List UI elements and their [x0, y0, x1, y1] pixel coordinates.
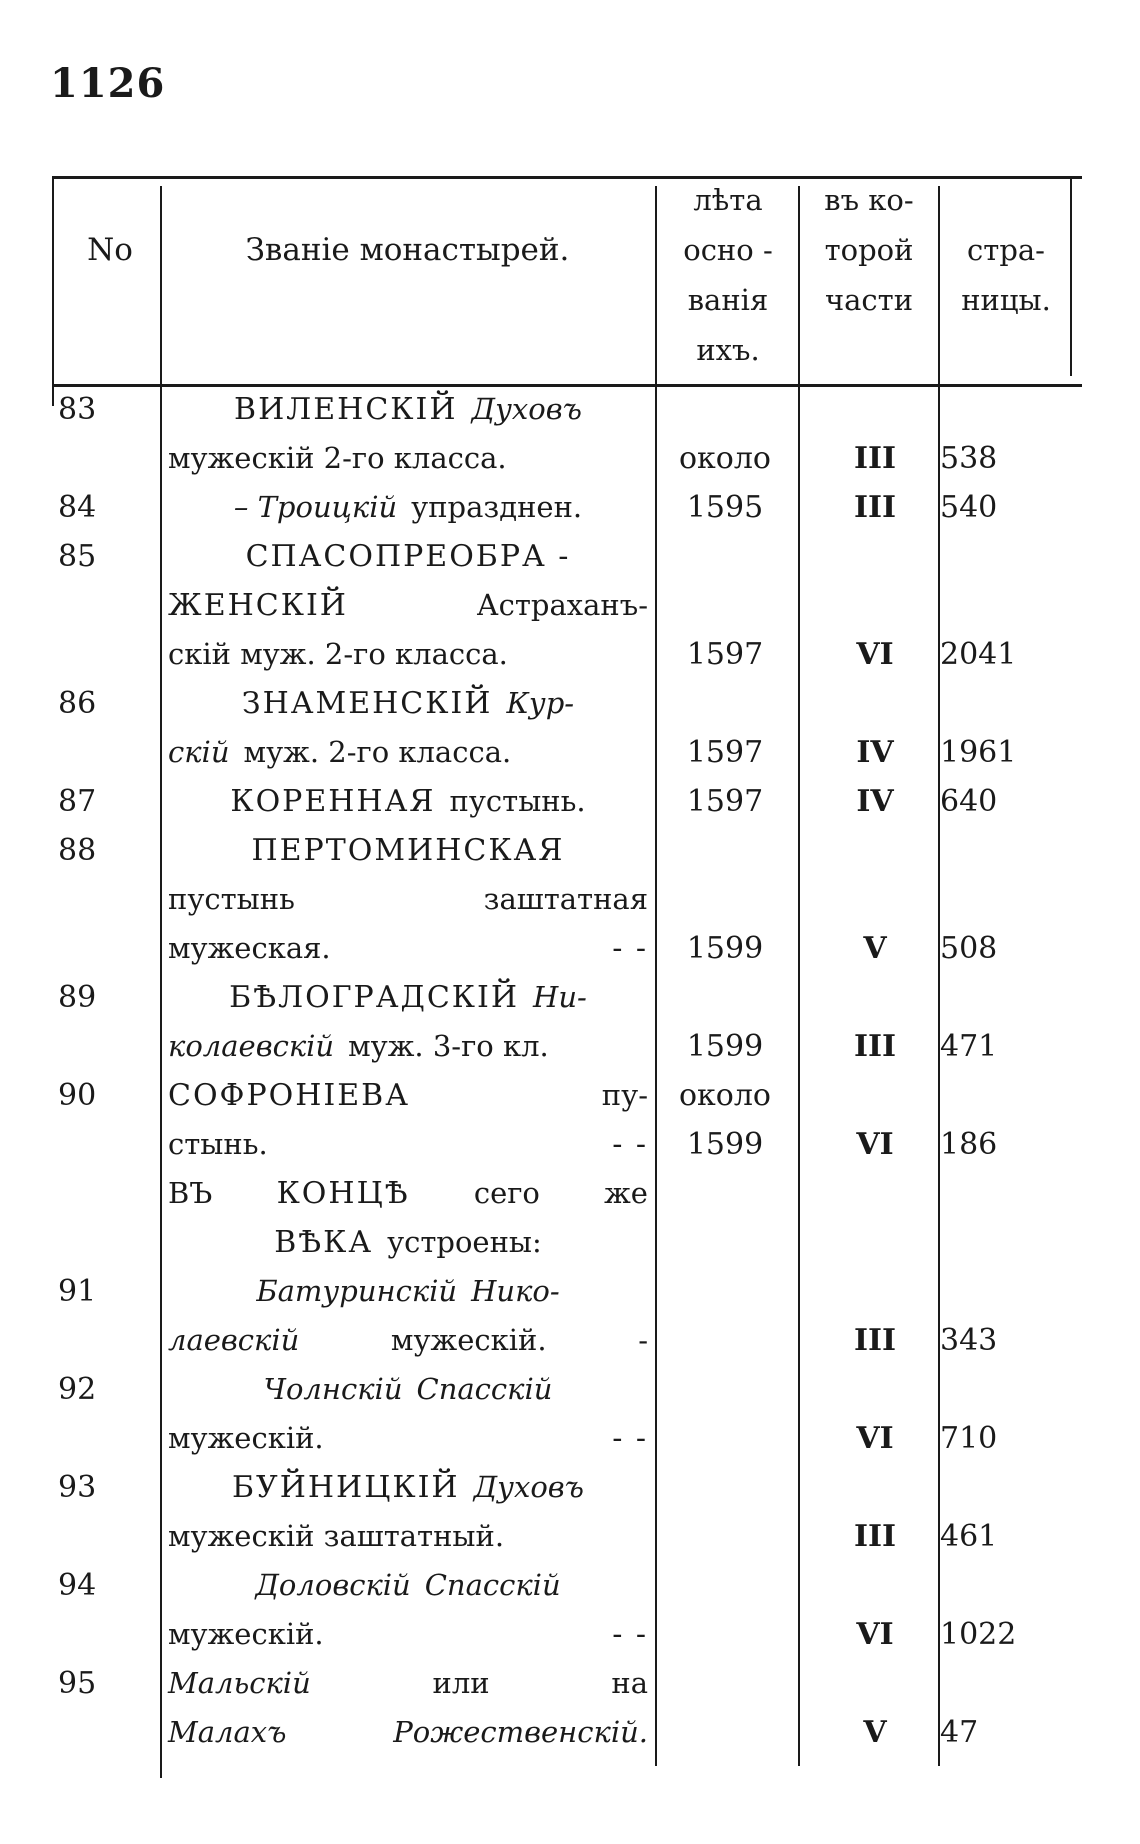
page-cell: 1961 [940, 735, 1017, 770]
header-part: въ ко- торой части [824, 183, 914, 317]
entry-text-part: пустынь. [449, 784, 586, 818]
year-cell: 1599 [686, 1029, 764, 1064]
header-bottom-rule [52, 384, 1082, 387]
entry-text-part: - - [612, 1127, 648, 1162]
entry-text-line [168, 1568, 648, 1602]
part-cell: VI [856, 1421, 894, 1456]
entry-text-part: Кур- [506, 686, 575, 720]
entry-text-line [168, 980, 648, 1015]
page-cell: 538 [940, 441, 998, 476]
row-number: 92 [58, 1372, 97, 1407]
entry-text-part: ВИЛЕНСКІЙ [234, 392, 458, 427]
entry-text-part: - - [612, 1617, 648, 1652]
entry-text-line [168, 1274, 648, 1308]
page-cell: 710 [940, 1421, 998, 1456]
row-number: 83 [58, 392, 97, 427]
entry-text-part: мужескій. [168, 1617, 324, 1651]
entry-text-line [168, 539, 648, 574]
row-number: 93 [58, 1470, 97, 1505]
entry-text-part: КОНЦѢ [276, 1176, 410, 1211]
entry-text-part: - [638, 1323, 648, 1357]
entry-text-part: БУЙНИЦКІЙ [231, 1470, 460, 1505]
year-cell: 1597 [686, 784, 764, 819]
entry-text-part: же [604, 1176, 648, 1210]
entry-text-line [168, 1666, 648, 1700]
entry-text-part: упразднен. [411, 490, 583, 524]
entry-text-part: мужескій. [390, 1323, 547, 1357]
entry-text-part: мужескій заштатный. [168, 1519, 505, 1553]
entry-text-line [168, 1127, 648, 1162]
year-cell: 1597 [686, 637, 764, 672]
row-number: 90 [58, 1078, 97, 1113]
entry-text-part: Малахъ [168, 1715, 287, 1749]
entry-text-line [168, 1372, 648, 1406]
entry-text-part: Духовъ [471, 392, 582, 426]
entry-text-part: муж. 2-го класса. [243, 735, 512, 769]
entry-text-part: КОРЕННАЯ [230, 784, 436, 819]
entry-text-part: Духовъ [473, 1470, 585, 1504]
row-number: 87 [58, 784, 97, 819]
entry-text-part: Батуринскій [256, 1274, 458, 1308]
entry-text-part: - - [612, 1421, 648, 1456]
entry-text-part: СПАСОПРЕОБРА - [245, 539, 571, 574]
entry-text-part: Астраханъ- [476, 588, 648, 622]
row-number: 91 [58, 1274, 97, 1309]
row-number: 84 [58, 490, 97, 525]
entry-text-part: Спасскій [424, 1568, 561, 1602]
entry-text-line [168, 735, 648, 769]
entry-text-line [168, 1421, 648, 1456]
part-cell: V [863, 931, 887, 966]
entry-text-part: ЗНАМЕНСКІЙ [241, 686, 493, 721]
entry-text-part: лаевскій [168, 1323, 300, 1357]
page-cell: 47 [940, 1715, 979, 1750]
entry-text-line [168, 490, 648, 524]
entry-text-part: Нико- [471, 1274, 560, 1308]
entry-text-line [168, 1617, 648, 1652]
year-cell: 1595 [686, 490, 764, 525]
row-number: 95 [58, 1666, 97, 1701]
part-cell: IV [856, 735, 894, 770]
entry-text-part: муж. 3-го кл. [348, 1029, 549, 1063]
entry-text-part: Рожественскій. [393, 1715, 648, 1749]
year-cell: около [679, 1078, 771, 1113]
row-number: 89 [58, 980, 97, 1015]
entry-text-line [168, 392, 648, 427]
entry-text-part: мужескій. [168, 1421, 324, 1455]
part-cell: III [853, 1519, 897, 1554]
entry-text-part: Мальскій [168, 1666, 311, 1700]
part-cell: III [853, 1323, 897, 1358]
entry-text-part: сего [473, 1176, 540, 1210]
year-cell: 1597 [686, 735, 764, 770]
entry-text-part: Ни- [533, 980, 587, 1014]
part-cell: VI [856, 1127, 894, 1162]
col-divider-no [160, 186, 162, 1778]
header-no: No [87, 232, 133, 268]
row-number: 86 [58, 686, 97, 721]
entry-text-part: ВЪ [168, 1176, 213, 1210]
part-cell: V [863, 1715, 887, 1750]
page-cell: 640 [940, 784, 998, 819]
page-cell: 2041 [940, 637, 1017, 672]
entry-text-part: стынь. [168, 1127, 268, 1161]
entry-text-line [168, 1519, 648, 1553]
entry-text-part: мужеская. [168, 931, 331, 965]
entry-text-part: – Троицкій [233, 490, 398, 524]
part-cell: VI [856, 1617, 894, 1652]
entry-text-part: БѢЛОГРАДСКІЙ [229, 980, 520, 1015]
entry-text-part: ЖЕНСКІЙ [168, 588, 348, 623]
page-number: 1126 [50, 60, 166, 107]
entry-text-part: устроены: [387, 1225, 542, 1259]
part-cell: III [853, 1029, 897, 1064]
entry-text-line [168, 588, 648, 623]
entry-text-part: Чолнскій [263, 1372, 403, 1406]
entry-text-part: Спасскій [416, 1372, 553, 1406]
year-cell: 1599 [686, 931, 764, 966]
header-name: Званіе монастырей. [245, 232, 570, 268]
entry-text-part: заштатная [483, 882, 648, 916]
entry-text-line [168, 441, 648, 475]
entry-text-part: пустынь [168, 882, 295, 916]
page-cell: 1022 [940, 1617, 1017, 1652]
entry-text-part: мужескій 2-го класса. [168, 441, 507, 475]
page-cell: 461 [940, 1519, 998, 1554]
entry-text-part: ПЕРТОМИНСКАЯ [251, 833, 565, 868]
entry-text-line [168, 1715, 648, 1749]
page-cell: 508 [940, 931, 998, 966]
page-cell: 471 [940, 1029, 998, 1064]
entry-text-line [168, 686, 648, 721]
entry-text-part: СОФРОНІЕВА [168, 1078, 410, 1113]
year-cell: 1599 [686, 1127, 764, 1162]
entry-text-line [168, 784, 648, 819]
entry-text-part: Доловскій [255, 1568, 411, 1602]
row-number: 85 [58, 539, 97, 574]
page-cell: 540 [940, 490, 998, 525]
header-page: стра- ницы. [961, 233, 1051, 317]
entry-text-line [168, 1078, 648, 1113]
part-cell: IV [856, 784, 894, 819]
entry-text-part: колаевскій [168, 1029, 335, 1063]
entry-text-line [168, 931, 648, 966]
entry-text-part: - - [612, 931, 648, 966]
header-year: лѣта осно - ванія ихъ. [683, 183, 773, 367]
entry-text-part: на [611, 1666, 648, 1700]
entry-text-part: скій [168, 735, 230, 769]
entry-text-line [168, 1225, 648, 1260]
entry-text-line [168, 882, 648, 916]
entry-text-line [168, 1470, 648, 1505]
entry-text-line [168, 637, 648, 671]
entry-text-part: или [432, 1666, 490, 1700]
part-cell: III [853, 441, 897, 476]
entry-text-part: ВѢКА [274, 1225, 374, 1260]
entry-text-line [168, 1323, 648, 1357]
part-cell: VI [856, 637, 894, 672]
entry-text-line [168, 1176, 648, 1211]
row-number: 94 [58, 1568, 97, 1603]
col-divider-name [655, 186, 657, 1766]
part-cell: III [853, 490, 897, 525]
entry-text-part: пу- [601, 1078, 648, 1112]
page-cell: 343 [940, 1323, 998, 1358]
year-cell: около [679, 441, 771, 476]
entry-text-line [168, 833, 648, 868]
entry-text-part: скій муж. 2-го класса. [168, 637, 508, 671]
page-cell: 186 [940, 1127, 998, 1162]
entry-text-line [168, 1029, 648, 1063]
table-left-border [52, 176, 54, 406]
row-number: 88 [58, 833, 97, 868]
